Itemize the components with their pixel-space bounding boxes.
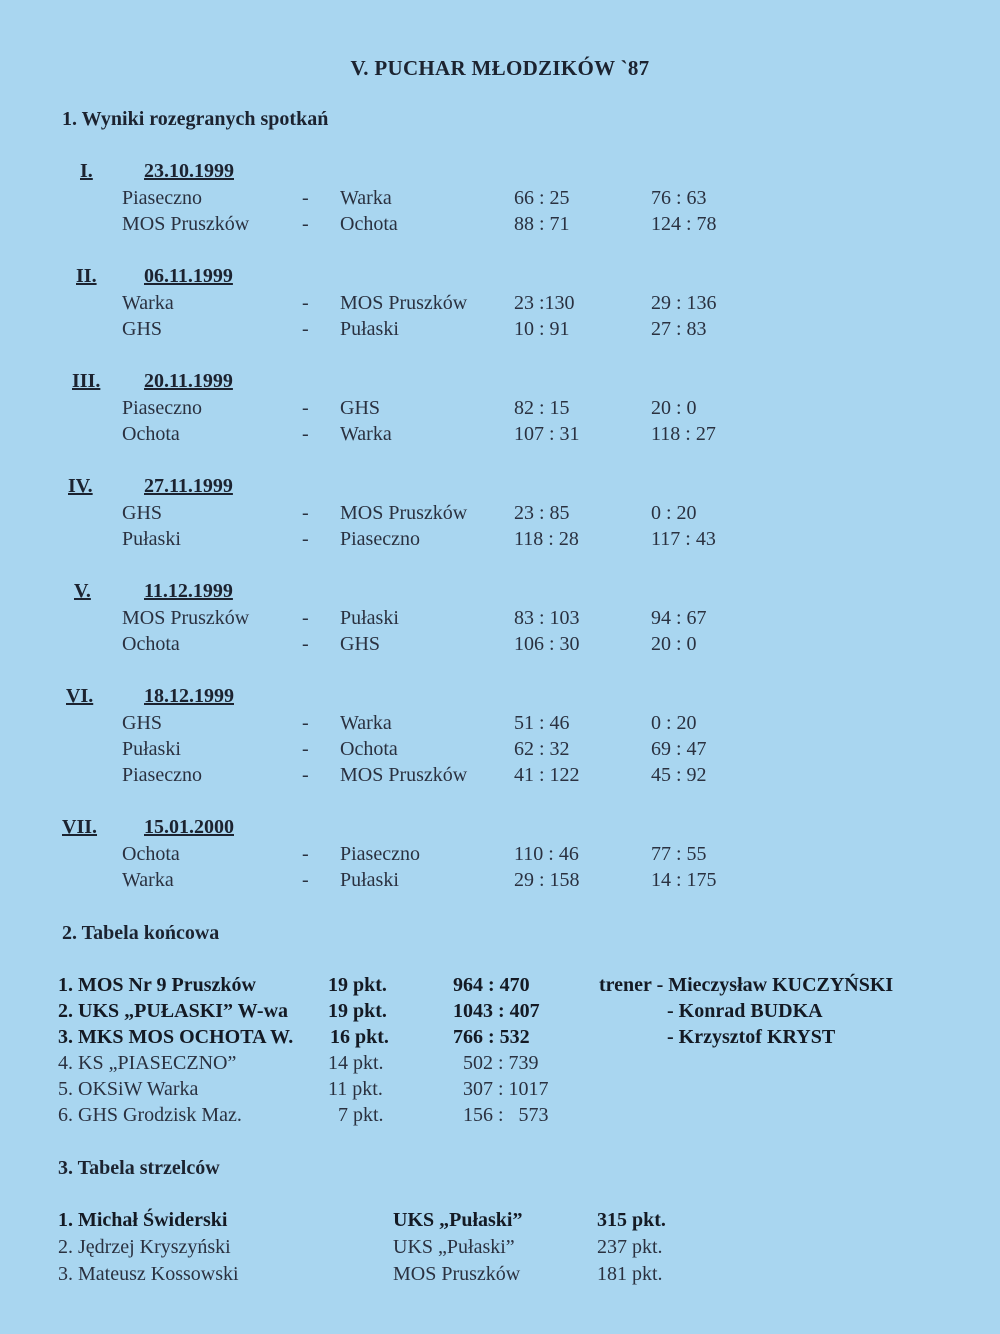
- round-number: I.: [80, 160, 93, 182]
- score-2: 124 : 78: [651, 213, 717, 235]
- round-number: IV.: [68, 475, 93, 497]
- match-row: [0, 397, 1000, 423]
- team-points: 19 pkt.: [328, 1000, 387, 1022]
- home-team: GHS: [122, 318, 163, 340]
- dash: -: [302, 607, 309, 629]
- score-1: 82 : 15: [514, 397, 570, 419]
- away-team: Ochota: [340, 738, 398, 760]
- round-number: V.: [74, 580, 91, 602]
- score-2: 117 : 43: [651, 528, 716, 550]
- away-team: Warka: [340, 712, 392, 734]
- scorer-club: MOS Pruszków: [393, 1263, 521, 1285]
- match-row: [0, 712, 1000, 738]
- score-2: 20 : 0: [651, 633, 697, 655]
- scorer-club: UKS „Pułaski”: [393, 1209, 523, 1231]
- score-1: 106 : 30: [514, 633, 580, 655]
- team-points: 14 pkt.: [328, 1052, 384, 1074]
- score-2: 76 : 63: [651, 187, 707, 209]
- score-2: 0 : 20: [651, 502, 697, 524]
- away-team: Pułaski: [340, 607, 399, 629]
- scorer-points: 181 pkt.: [597, 1263, 663, 1285]
- document-title: V. PUCHAR MŁODZIKÓW `87: [350, 56, 650, 80]
- score-2: 29 : 136: [651, 292, 717, 314]
- dash: -: [302, 764, 309, 786]
- section-results-heading: 1. Wyniki rozegranych spotkań: [62, 108, 329, 130]
- score-1: 10 : 91: [514, 318, 570, 340]
- scorer-row: [0, 1236, 1000, 1262]
- home-team: Piaseczno: [122, 397, 202, 419]
- scorer-name: 2. Jędrzej Kryszyński: [58, 1236, 231, 1258]
- away-team: MOS Pruszków: [340, 292, 468, 314]
- score-2: 27 : 83: [651, 318, 707, 340]
- score-2: 77 : 55: [651, 843, 707, 865]
- round-date: 27.11.1999: [144, 475, 233, 497]
- score-1: 107 : 31: [514, 423, 580, 445]
- score-1: 62 : 32: [514, 738, 570, 760]
- scorer-row: [0, 1263, 1000, 1289]
- team-points: 16 pkt.: [330, 1026, 389, 1048]
- away-team: Piaseczno: [340, 528, 420, 550]
- dash: -: [302, 292, 309, 314]
- round-date: 11.12.1999: [144, 580, 233, 602]
- home-team: Ochota: [122, 843, 180, 865]
- standings-row: [0, 974, 1000, 1000]
- score-2: 94 : 67: [651, 607, 707, 629]
- team-score: 307 : 1017: [463, 1078, 549, 1100]
- scorer-name: 3. Mateusz Kossowski: [58, 1263, 239, 1285]
- away-team: Ochota: [340, 213, 398, 235]
- match-row: [0, 213, 1000, 239]
- match-row: [0, 528, 1000, 554]
- score-1: 83 : 103: [514, 607, 580, 629]
- scorer-points: 315 pkt.: [597, 1209, 666, 1231]
- home-team: Pułaski: [122, 738, 181, 760]
- match-row: [0, 764, 1000, 790]
- dash: -: [302, 633, 309, 655]
- score-2: 14 : 175: [651, 869, 717, 891]
- scorer-points: 237 pkt.: [597, 1236, 663, 1258]
- home-team: Piaseczno: [122, 187, 202, 209]
- away-team: Pułaski: [340, 869, 399, 891]
- section-scorers-heading: 3. Tabela strzelców: [58, 1157, 220, 1179]
- match-row: [0, 292, 1000, 318]
- standings-row: [0, 1026, 1000, 1052]
- score-2: 0 : 20: [651, 712, 697, 734]
- home-team: Piaseczno: [122, 764, 202, 786]
- team-name: 2. UKS „PUŁASKI” W-wa: [58, 1000, 289, 1022]
- team-score: 1043 : 407: [453, 1000, 540, 1022]
- away-team: Pułaski: [340, 318, 399, 340]
- round-number: VII.: [62, 816, 98, 838]
- match-row: [0, 738, 1000, 764]
- home-team: Ochota: [122, 423, 180, 445]
- match-row: [0, 423, 1000, 449]
- team-coach: - Krzysztof KRYST: [667, 1026, 836, 1048]
- away-team: GHS: [340, 397, 381, 419]
- standings-row: [0, 1078, 1000, 1104]
- dash: -: [302, 318, 309, 340]
- home-team: MOS Pruszków: [122, 213, 250, 235]
- team-score: 502 : 739: [463, 1052, 539, 1074]
- section-final-table-heading: 2. Tabela końcowa: [62, 922, 220, 944]
- scorer-club: UKS „Pułaski”: [393, 1236, 515, 1258]
- team-coach: - Konrad BUDKA: [667, 1000, 823, 1022]
- team-score: 964 : 470: [453, 974, 530, 996]
- round-number: II.: [76, 265, 97, 287]
- match-row: [0, 607, 1000, 633]
- team-name: 6. GHS Grodzisk Maz.: [58, 1104, 242, 1126]
- score-2: 118 : 27: [651, 423, 716, 445]
- team-points: 7 pkt.: [338, 1104, 384, 1126]
- away-team: Warka: [340, 423, 392, 445]
- score-1: 23 : 85: [514, 502, 570, 524]
- score-2: 69 : 47: [651, 738, 707, 760]
- home-team: GHS: [122, 502, 163, 524]
- dash: -: [302, 843, 309, 865]
- home-team: Pułaski: [122, 528, 181, 550]
- dash: -: [302, 738, 309, 760]
- team-coach: trener - Mieczysław KUCZYŃSKI: [599, 974, 894, 996]
- score-1: 88 : 71: [514, 213, 570, 235]
- standings-row: [0, 1104, 1000, 1130]
- match-row: [0, 633, 1000, 659]
- team-name: 5. OKSiW Warka: [58, 1078, 199, 1100]
- dash: -: [302, 423, 309, 445]
- score-1: 29 : 158: [514, 869, 580, 891]
- dash: -: [302, 187, 309, 209]
- standings-row: [0, 1052, 1000, 1078]
- score-1: 41 : 122: [514, 764, 580, 786]
- round-date: 20.11.1999: [144, 370, 233, 392]
- score-2: 45 : 92: [651, 764, 707, 786]
- dash: -: [302, 528, 309, 550]
- round-date: 15.01.2000: [144, 816, 234, 838]
- round-date: 23.10.1999: [144, 160, 234, 182]
- score-1: 110 : 46: [514, 843, 579, 865]
- home-team: GHS: [122, 712, 163, 734]
- home-team: Ochota: [122, 633, 180, 655]
- score-1: 118 : 28: [514, 528, 579, 550]
- away-team: MOS Pruszków: [340, 764, 468, 786]
- score-1: 51 : 46: [514, 712, 570, 734]
- scorer-row: [0, 1209, 1000, 1235]
- dash: -: [302, 869, 309, 891]
- home-team: Warka: [122, 869, 174, 891]
- round-number: VI.: [66, 685, 94, 707]
- dash: -: [302, 712, 309, 734]
- match-row: [0, 502, 1000, 528]
- standings-row: [0, 1000, 1000, 1026]
- score-1: 66 : 25: [514, 187, 570, 209]
- dash: -: [302, 213, 309, 235]
- team-points: 11 pkt.: [328, 1078, 383, 1100]
- score-2: 20 : 0: [651, 397, 697, 419]
- team-points: 19 pkt.: [328, 974, 387, 996]
- dash: -: [302, 397, 309, 419]
- match-row: [0, 318, 1000, 344]
- team-score: 766 : 532: [453, 1026, 530, 1048]
- team-name: 1. MOS Nr 9 Pruszków: [58, 974, 256, 996]
- team-score: 156 : 573: [463, 1104, 549, 1126]
- match-row: [0, 843, 1000, 869]
- scorer-name: 1. Michał Świderski: [58, 1209, 228, 1231]
- round-date: 18.12.1999: [144, 685, 234, 707]
- away-team: MOS Pruszków: [340, 502, 468, 524]
- score-1: 23 :130: [514, 292, 575, 314]
- away-team: GHS: [340, 633, 381, 655]
- away-team: Piaseczno: [340, 843, 420, 865]
- team-name: 4. KS „PIASECZNO”: [58, 1052, 237, 1074]
- dash: -: [302, 502, 309, 524]
- round-date: 06.11.1999: [144, 265, 233, 287]
- match-row: [0, 187, 1000, 213]
- team-name: 3. MKS MOS OCHOTA W.: [58, 1026, 294, 1048]
- away-team: Warka: [340, 187, 392, 209]
- round-number: III.: [72, 370, 101, 392]
- home-team: Warka: [122, 292, 174, 314]
- home-team: MOS Pruszków: [122, 607, 250, 629]
- match-row: [0, 869, 1000, 895]
